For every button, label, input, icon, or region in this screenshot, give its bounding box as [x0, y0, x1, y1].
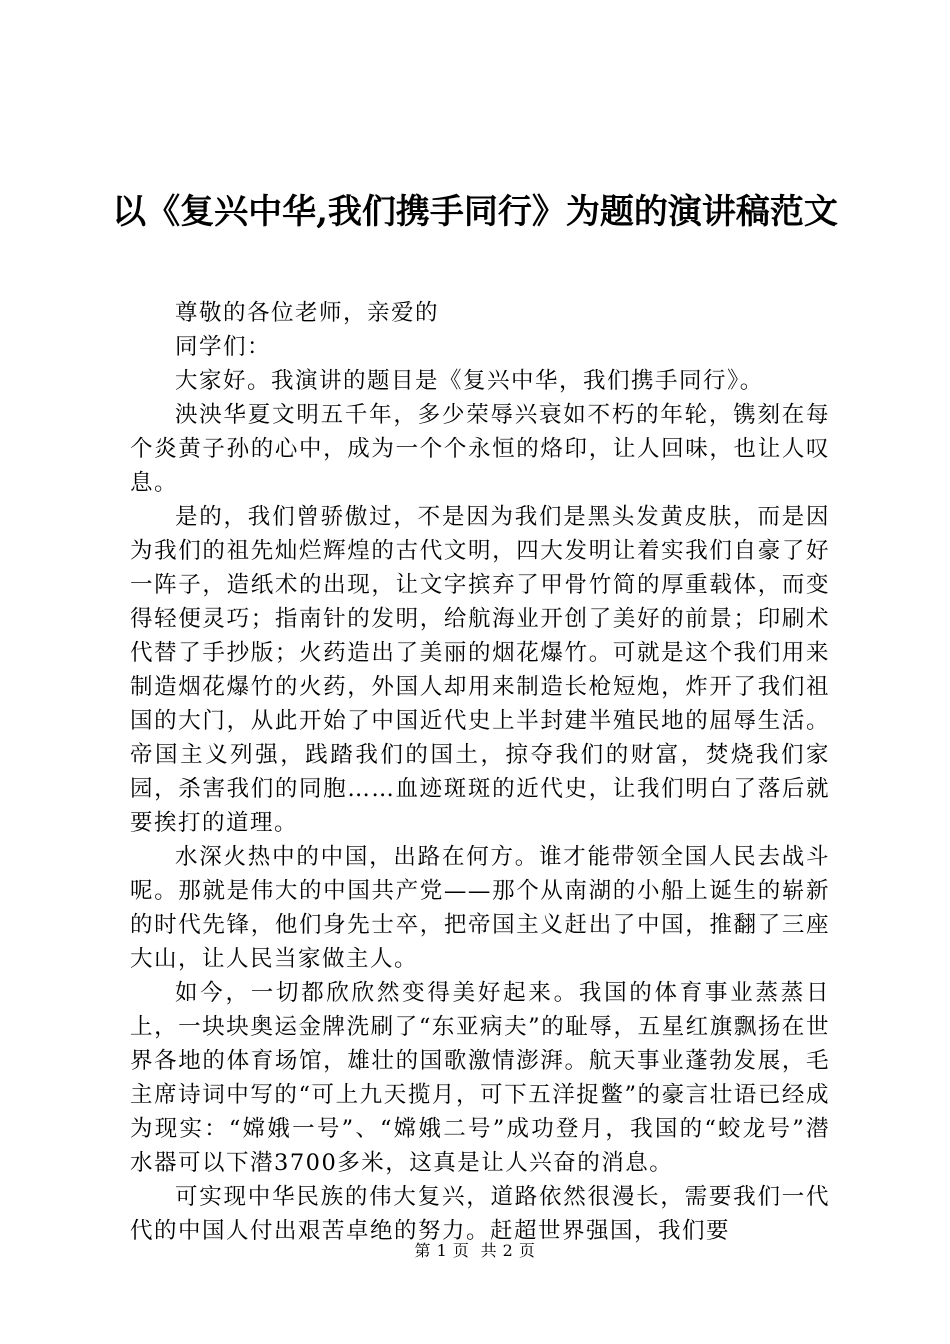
page-number-label: 第 1 页 共 2 页	[414, 1241, 536, 1260]
paragraph-greeting: 大家好。我演讲的题目是《复兴中华，我们携手同行》。	[175, 368, 764, 394]
document-title: 以《复兴中华,我们携手同行》为题的演讲稿范文	[112, 192, 838, 232]
paragraph-inventions: 是的，我们曾骄傲过，不是因为我们是黑头发黄皮肤，而是因为我们的祖先灿烂辉煌的古代文明，四大发明让着实我们自豪了好一阵子，造纸术的出现，让文字摈弃了甲骨竹简的厚重载体，而变得轻便灵巧；指南针的发明，给航海业开创了美好的前景；印刷术代替了手抄版；火药造出了美丽的烟花爆竹。可就是这个我们用来制造烟花爆竹的火药，外国人却用来制造长枪短炮，炸开了我们祖国的大门，从此开始了中国近代史上半封建半殖民地的屈辱生活。帝国主义列强，践踏我们的国土，掠夺我们的财富，焚烧我们家园，杀害我们的同胞……血迹斑斑的近代史，让我们明白了落后就要挨打的道理。	[130, 504, 830, 836]
page-footer	[0, 1238, 950, 1261]
paragraph-achievements: 如今，一切都欣欣然变得美好起来。我国的体育事业蒸蒸日上，一块块奥运金牌洗刷了“东亚病夫”的耻辱，五星红旗飘扬在世界各地的体育场馆，雄壮的国歌激情澎湃。航天事业蓬勃发展，毛主席诗词中写的“可上九天揽月，可下五洋捉鳖”的豪言壮语已经成为现实：“嫦娥一号”、“嫦娥二号”成功登月，我国的“蛟龙号”潜水器可以下潜3700多米，这真是让人兴奋的消息。	[130, 980, 830, 1176]
paragraph-salutation-2: 同学们：	[175, 334, 272, 360]
document-body	[130, 296, 830, 1248]
paragraph-party: 水深火热中的中国，出路在何方。谁才能带领全国人民去战斗呢。那就是伟大的中国共产党——那个从南湖的小船上诞生的崭新的时代先锋，他们身先士卒，把帝国主义赶出了中国，推翻了三座大山，让人民当家做主人。	[130, 844, 830, 972]
paragraph-history: 泱泱华夏文明五千年，多少荣辱兴衰如不朽的年轮，镌刻在每个炎黄子孙的心中，成为一个个永恒的烙印，让人回味，也让人叹息。	[130, 402, 830, 496]
paragraph-salutation-1: 尊敬的各位老师，亲爱的	[175, 300, 440, 326]
paragraph-revival: 可实现中华民族的伟大复兴，道路依然很漫长，需要我们一代代的中国人付出艰苦卓绝的努力。赶超世界强国，我们要	[130, 1184, 830, 1244]
